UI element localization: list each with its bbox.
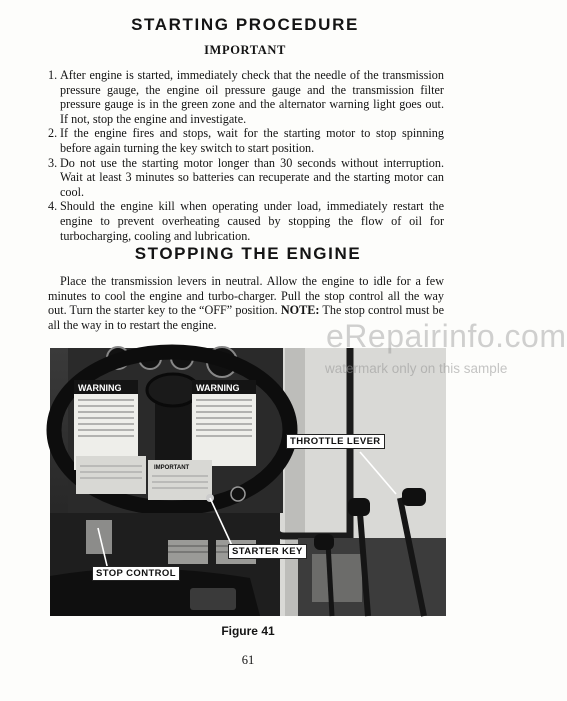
figure-photo bbox=[50, 348, 446, 616]
throttle-lever-callout: THROTTLE LEVER bbox=[286, 434, 385, 449]
list-item: 4. Should the engine kill when operating under load, immediately restart the engine to prevent overheating caused by stopping the flow of oil for turbocharging, cooling and lubrication. bbox=[48, 199, 444, 243]
list-item: 3. Do not use the starting motor longer than 30 seconds without interruption. Wait at least 3 minutes so batteries can recuperate and the starting motor can cool. bbox=[48, 155, 444, 199]
important-plate-label: IMPORTANT bbox=[154, 465, 190, 471]
figure-caption: Figure 41 bbox=[221, 624, 275, 638]
stop-control-callout: STOP CONTROL bbox=[92, 566, 180, 581]
warning-decal-right-label: WARNING bbox=[196, 383, 240, 393]
warning-decal-left-label: WARNING bbox=[78, 383, 122, 393]
section-heading-starting: STARTING PROCEDURE bbox=[131, 15, 359, 34]
note-label: NOTE: bbox=[280, 303, 320, 318]
list-item: 1. After engine is started, immediately check that the needle of the transmission pressure gauge, the engine oil pressure gauge and the transmission filter pressure gauge is in the green zone and the alternator warning light goes out. If not, stop the engine and investigate. bbox=[48, 68, 444, 126]
list-item: 2. If the engine fires and stops, wait for the starting motor to stop spinning before again turning the key switch to start position. bbox=[48, 126, 444, 155]
watermark-logo-text: eRepairinfo.com bbox=[326, 318, 567, 354]
important-subheading: IMPORTANT bbox=[204, 43, 286, 57]
page-number: 61 bbox=[241, 653, 255, 667]
stopping-text: Place the transmission levers in neutral. Allow the engine to idle for a few minutes to cool the engine and turbo-charger. Pull the stop control all the way out. Turn the starter key to the “OFF” position. bbox=[48, 274, 444, 318]
section-heading-stopping: STOPPING THE ENGINE bbox=[134, 244, 362, 263]
starting-steps-list bbox=[48, 68, 444, 243]
note-text: The stop control must be all the way in to restart the engine. bbox=[48, 303, 445, 332]
starter-key-callout: STARTER KEY bbox=[228, 544, 307, 559]
watermark-note: watermark only on this sample bbox=[325, 361, 508, 376]
